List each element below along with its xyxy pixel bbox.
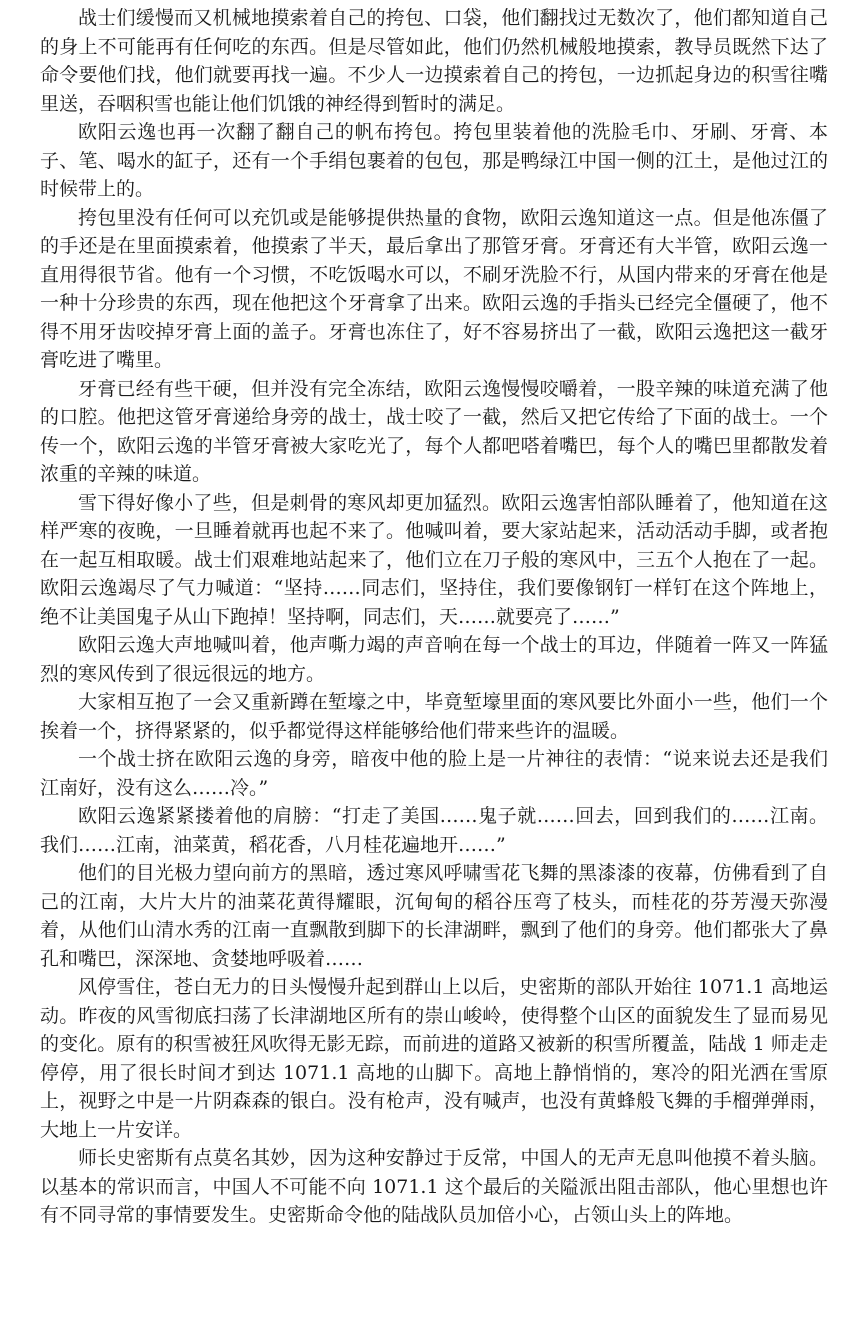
paragraph: 战士们缓慢而又机械地摸索着自己的挎包、口袋，他们翻找过无数次了，他们都知道自己的身上不可能再有任何吃的东西。但是尽管如此，他们仍然机械般地摸索，教导员既然下达了命令要他们找，他们就要再找一遍。不少人一边摸索着自己的挎包，一边抓起身边的积雪往嘴里送，吞咽积雪也能让他们饥饿的神经得到暂时的满足。 xyxy=(40,7,828,115)
paragraph: 牙膏已经有些干硬，但并没有完全冻结，欧阳云逸慢慢咬嚼着，一股辛辣的味道充满了他的口腔。他把这管牙膏递给身旁的战士，战士咬了一截，然后又把它传给了下面的战士。一个传一个，欧阳云逸的半管牙膏被大家吃光了，每个人都吧嗒着嘴巴，每个人的嘴巴里都散发着浓重的辛辣的味道。 xyxy=(40,377,828,485)
paragraph: 挎包里没有任何可以充饥或是能够提供热量的食物，欧阳云逸知道这一点。但是他冻僵了的手还是在里面摸索着，他摸索了半天，最后拿出了那管牙膏。牙膏还有大半管，欧阳云逸一直用得很节省。他有一个习惯，不吃饭喝水可以，不刷牙洗脸不行，从国内带来的牙膏在他是一种十分珍贵的东西，现在他把这个牙膏拿了出来。欧阳云逸的手指头已经完全僵硬了，他不得不用牙齿咬掉牙膏上面的盖子。牙膏也冻住了，好不容易挤出了一截，欧阳云逸把这一截牙膏吃进了嘴里。 xyxy=(40,206,828,371)
paragraph: 师长史密斯有点莫名其妙，因为这种安静过于反常，中国人的无声无息叫他摸不着头脑。以基本的常识而言，中国人不可能不向 1071.1 这个最后的关隘派出阻击部队，他心里想也许有不同寻常的事情要发生。史密斯命令他的陆战队员加倍小心，占领山头上的阵地。 xyxy=(40,1147,828,1226)
document-page xyxy=(40,4,828,1230)
paragraph: 欧阳云逸也再一次翻了翻自己的帆布挎包。挎包里装着他的洗脸毛巾、牙刷、牙膏、本子、笔、喝水的缸子，还有一个手绢包裹着的包包，那是鸭绿江中国一侧的江土，是他过江的时候带上的。 xyxy=(40,121,828,200)
paragraph: 欧阳云逸紧紧搂着他的肩膀：“打走了美国……鬼子就……回去，回到我们的……江南。我们……江南，油菜黄，稻花香，八月桂花遍地开……” xyxy=(40,805,828,856)
paragraph: 风停雪住，苍白无力的日头慢慢升起到群山上以后，史密斯的部队开始往 1071.1 高地运动。昨夜的风雪彻底扫荡了长津湖地区所有的崇山峻岭，使得整个山区的面貌发生了显而易见的变化。原有的积雪被狂风吹得无影无踪，而前进的道路又被新的积雪所覆盖，陆战 1 师走走停停，用了很长时间才到达 1071.1 高地的山脚下。高地上静悄悄的，寒冷的阳光洒在雪原上，视野之中是一片阴森森的银白。没有枪声，没有喊声，也没有黄蜂般飞舞的手榴弹弹雨，大地上一片安详。 xyxy=(40,976,828,1141)
paragraph: 雪下得好像小了些，但是刺骨的寒风却更加猛烈。欧阳云逸害怕部队睡着了，他知道在这样严寒的夜晚，一旦睡着就再也起不来了。他喊叫着，要大家站起来，活动活动手脚，或者抱在一起互相取暖。战士们艰难地站起来了，他们立在刀子般的寒风中，三五个人抱在了一起。欧阳云逸竭尽了气力喊道：“坚持……同志们，坚持住，我们要像钢钉一样钉在这个阵地上，绝不让美国鬼子从山下跑掉！坚持啊，同志们，天……就要亮了……” xyxy=(40,491,828,628)
paragraph: 大家相互抱了一会又重新蹲在堑壕之中，毕竟堑壕里面的寒风要比外面小一些，他们一个挨着一个，挤得紧紧的，似乎都觉得这样能够给他们带来些许的温暖。 xyxy=(40,691,828,742)
paragraph: 欧阳云逸大声地喊叫着，他声嘶力竭的声音响在每一个战士的耳边，伴随着一阵又一阵猛烈的寒风传到了很远很远的地方。 xyxy=(40,634,828,685)
paragraph: 一个战士挤在欧阳云逸的身旁，暗夜中他的脸上是一片神往的表情：“说来说去还是我们江南好，没有这么……冷。” xyxy=(40,748,828,799)
paragraph: 他们的目光极力望向前方的黑暗，透过寒风呼啸雪花飞舞的黑漆漆的夜幕，仿佛看到了自己的江南，大片大片的油菜花黄得耀眼，沉甸甸的稻谷压弯了枝头，而桂花的芬芳漫天弥漫着，从他们山清水秀的江南一直飘散到脚下的长津湖畔，飘到了他们的身旁。他们都张大了鼻孔和嘴巴，深深地、贪婪地呼吸着…… xyxy=(40,862,828,970)
